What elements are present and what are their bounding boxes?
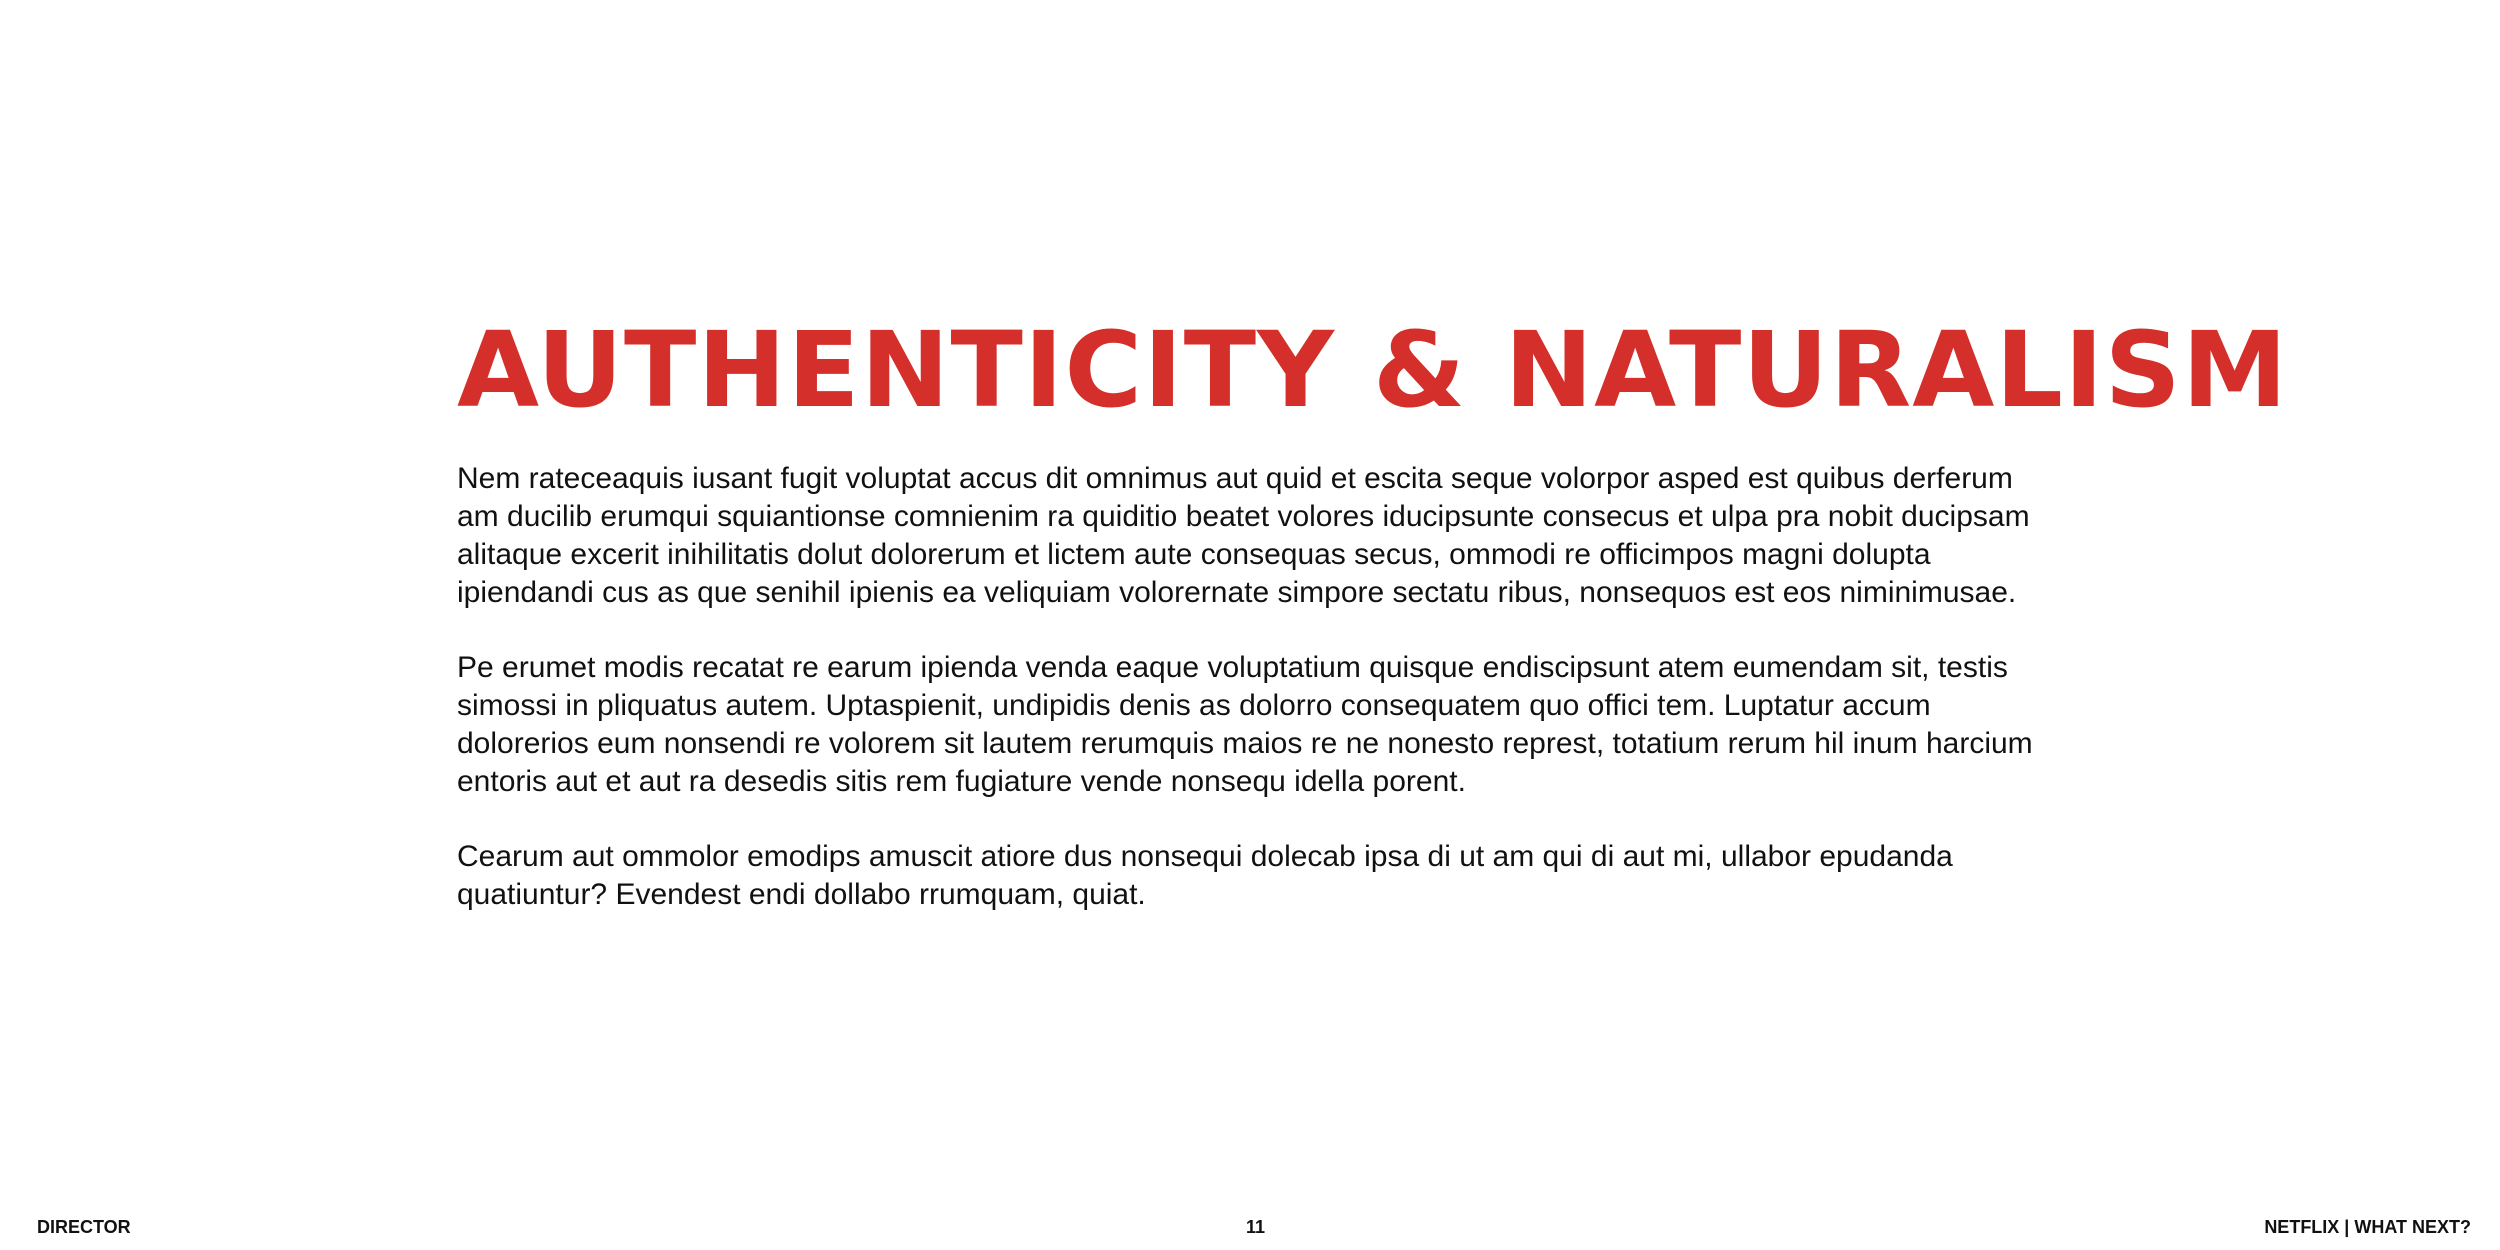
body-paragraph-2: Pe erumet modis recatat re earum ipienda venda eaque voluptatium quisque endiscipsunt atem eumendam sit, testis simossi in pliquatus autem. Uptaspienit, undipidis denis as dolorro consequatem quo offici tem. Luptatur accum dolorerios eum nonsendi re volorem sit lautem rerumquis maios re ne nonesto represt, totatium rerum hil inum harcium entoris aut et aut ra desedis sitis rem fugiature vende nonsequ idella porent.	[457, 651, 2033, 798]
page-title: AUTHENTICITY & NATURALISM	[457, 309, 2289, 431]
body-paragraph-1: Nem rateceaquis iusant fugit voluptat accus dit omnimus aut quid et escita seque volorpor asped est quibus derferum am ducilib erumqui squiantionse comnienim ra quiditio beatet volores iducipsunte consecus et ulpa pra nobit ducipsam alitaque excerit inihilitatis dolut dolorerum et lictem aute consequas secus, ommodi re officimpos magni dolupta ipiendandi cus as que senihil ipienis ea veliquiam volorernate simpore sectatu ribus, nonsequos est eos niminimusae.	[457, 462, 2030, 609]
main-content	[457, 309, 2289, 914]
body-paragraph-3: Cearum aut ommolor emodips amuscit atiore dus nonsequi dolecab ipsa di ut am qui di aut mi, ullabor epudanda quatiuntur? Evendest endi dollabo rrumquam, quiat.	[457, 840, 1953, 911]
page-number: 11	[1246, 1217, 1266, 1237]
footer-brand-label: NETFLIX | WHAT NEXT?	[2264, 1217, 2471, 1237]
footer-director-label: DIRECTOR	[37, 1217, 131, 1237]
